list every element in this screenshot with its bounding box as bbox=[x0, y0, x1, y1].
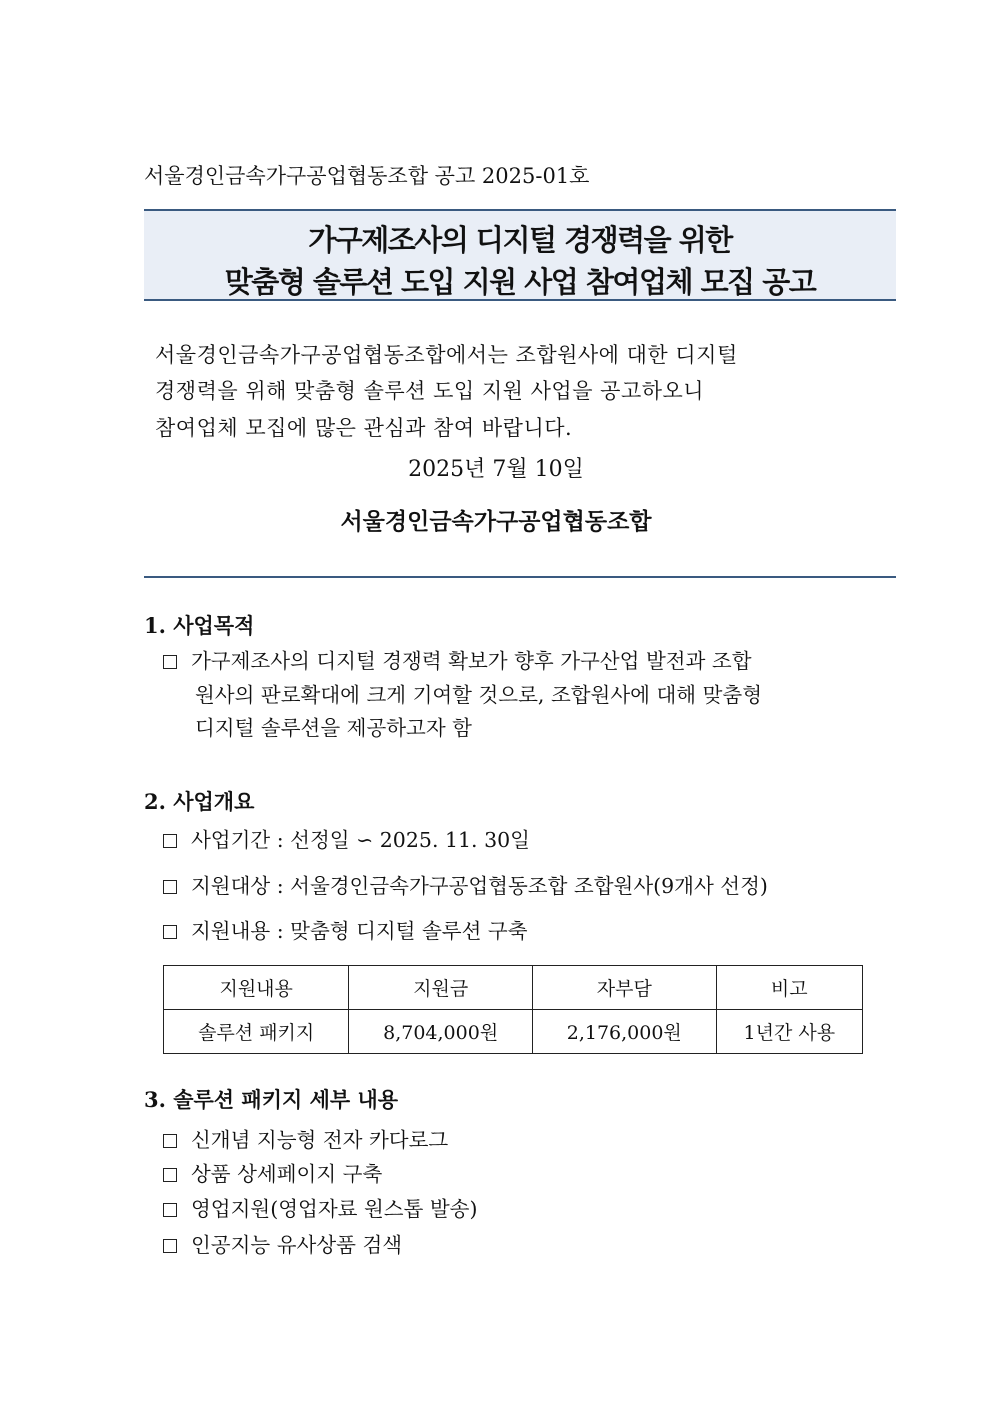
list-item bbox=[163, 914, 528, 944]
list-item bbox=[163, 823, 530, 853]
intro-line-3: 참여업체 모집에 많은 관심과 참여 바랍니다. bbox=[155, 416, 573, 440]
notice-date: 2025년 7월 10일 bbox=[408, 457, 584, 482]
support-content: 지원내용 : 맞춤형 디지털 솔루션 구축 bbox=[191, 919, 528, 943]
list-item bbox=[163, 1157, 382, 1187]
section-3-heading: 3. 솔루션 패키지 세부 내용 bbox=[144, 1087, 399, 1112]
package-item: 영업지원(영업자료 원스톱 발송) bbox=[191, 1197, 478, 1221]
checkbox-icon bbox=[163, 1239, 177, 1253]
table-cell: 1년간 사용 bbox=[716, 1010, 862, 1054]
support-table bbox=[163, 965, 863, 1054]
checkbox-icon bbox=[163, 655, 177, 669]
table-header-cell: 지원내용 bbox=[164, 966, 349, 1010]
table-cell: 2,176,000원 bbox=[532, 1010, 716, 1054]
table-header-cell: 비고 bbox=[716, 966, 862, 1010]
intro-line-2: 경쟁력을 위해 맞춤형 솔루션 도입 지원 사업을 공고하오니 bbox=[155, 379, 705, 403]
section-2-heading: 2. 사업개요 bbox=[144, 789, 255, 814]
support-target: 지원대상 : 서울경인금속가구공업협동조합 조합원사(9개사 선정) bbox=[191, 874, 768, 898]
title-line-2: 맞춤형 솔루션 도입 지원 사업 참여업체 모집 공고 bbox=[224, 265, 816, 299]
business-period: 사업기간 : 선정일 ∽ 2025. 11. 30일 bbox=[191, 828, 530, 852]
list-item bbox=[163, 1192, 477, 1222]
organization-name: 서울경인금속가구공업협동조합 bbox=[340, 508, 652, 535]
checkbox-icon bbox=[163, 1203, 177, 1217]
section-1-item bbox=[163, 644, 752, 674]
table-row bbox=[164, 1010, 863, 1054]
table-header-cell: 자부담 bbox=[532, 966, 716, 1010]
divider bbox=[144, 576, 896, 578]
package-item: 인공지능 유사상품 검색 bbox=[191, 1233, 403, 1257]
section-1-line-1: 가구제조사의 디지털 경쟁력 확보가 향후 가구산업 발전과 조합 bbox=[191, 649, 752, 673]
list-item bbox=[163, 869, 768, 899]
list-item bbox=[163, 1228, 402, 1258]
table-cell: 솔루션 패키지 bbox=[164, 1010, 349, 1054]
checkbox-icon bbox=[163, 925, 177, 939]
checkbox-icon bbox=[163, 880, 177, 894]
package-item: 신개념 지능형 전자 카다로그 bbox=[191, 1128, 449, 1152]
section-1-line-2: 원사의 판로확대에 크게 기여할 것으로, 조합원사에 대해 맞춤형 bbox=[195, 683, 763, 707]
section-1-line-3: 디지털 솔루션을 제공하고자 함 bbox=[195, 716, 472, 740]
title-line-1: 가구제조사의 디지털 경쟁력을 위한 bbox=[308, 223, 732, 257]
checkbox-icon bbox=[163, 1134, 177, 1148]
section-1-heading: 1. 사업목적 bbox=[144, 613, 255, 638]
intro-line-1: 서울경인금속가구공업협동조합에서는 조합원사에 대한 디지털 bbox=[155, 343, 738, 367]
table-header-cell: 지원금 bbox=[349, 966, 533, 1010]
list-item bbox=[163, 1123, 448, 1153]
notice-number: 서울경인금속가구공업협동조합 공고 2025-01호 bbox=[144, 164, 590, 188]
title-box bbox=[144, 209, 896, 301]
checkbox-icon bbox=[163, 834, 177, 848]
package-item: 상품 상세페이지 구축 bbox=[191, 1162, 383, 1186]
checkbox-icon bbox=[163, 1168, 177, 1182]
table-header-row bbox=[164, 966, 863, 1010]
table-cell: 8,704,000원 bbox=[349, 1010, 533, 1054]
